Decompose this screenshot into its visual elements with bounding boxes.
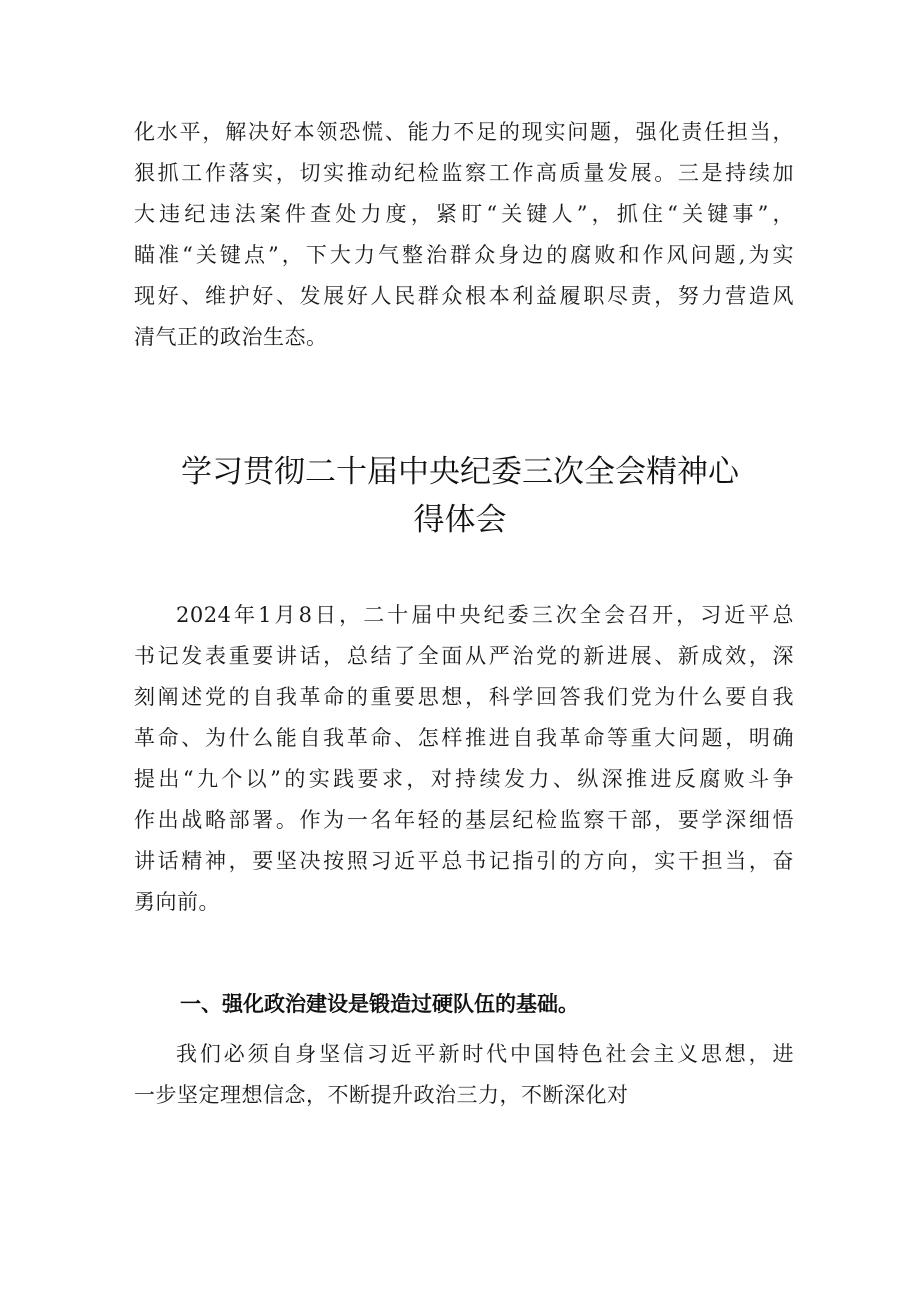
title-line-2: 得体会: [413, 502, 507, 538]
paragraph-line: 2024年1月8日，二十届中央纪委三次全会召开，习近平总: [176, 603, 794, 627]
page-title: [100, 448, 820, 544]
paragraph-line: 一步坚定理想信念，不断提升政治三力，不断深化对: [134, 1083, 629, 1107]
paragraph-line: 书记发表重要讲话，总结了全面从严治党的新进展、新成效，深: [134, 644, 794, 668]
paragraph-line: 革命、为什么能自我革命、怎样推进自我革命等重大问题，明确: [134, 726, 794, 750]
paragraph-line: 大违纪违法案件查处力度，紧盯“关键人”，抓住“关键事”，: [134, 202, 794, 226]
paragraph-line: 我们必须自身坚信习近平新时代中国特色社会主义思想，进: [176, 1042, 794, 1066]
paragraph-line: 勇向前。: [134, 890, 220, 914]
paragraph-line: 瞄准“关键点”，下大力气整治群众身边的腐败和作风问题,为实: [134, 243, 794, 267]
main-paragraph: [134, 595, 794, 923]
intro-paragraph: [134, 112, 794, 358]
paragraph-line: 狠抓工作落实，切实推动纪检监察工作高质量发展。三是持续加: [134, 161, 794, 185]
paragraph-line: 清气正的政治生态。: [134, 325, 328, 349]
paragraph-line: 讲话精神，要坚决按照习近平总书记指引的方向，实干担当，奋: [134, 849, 794, 873]
section-heading: 一、强化政治建设是锻造过硬队伍的基础。: [180, 992, 579, 1016]
paragraph-line: 化水平，解决好本领恐慌、能力不足的现实问题，强化责任担当，: [134, 120, 794, 144]
paragraph-line: 提出“九个以”的实践要求，对持续发力、纵深推进反腐败斗争: [134, 767, 794, 791]
paragraph-line: 刻阐述党的自我革命的重要思想，科学回答我们党为什么要自我: [134, 685, 794, 709]
paragraph-line: 现好、维护好、发展好人民群众根本利益履职尽责，努力营造风: [134, 284, 794, 308]
section-paragraph: [134, 1034, 794, 1116]
paragraph-line: 作出战略部署。作为一名年轻的基层纪检监察干部，要学深细悟: [134, 808, 794, 832]
title-line-1: 学习贯彻二十届中央纪委三次全会精神心: [181, 454, 739, 490]
